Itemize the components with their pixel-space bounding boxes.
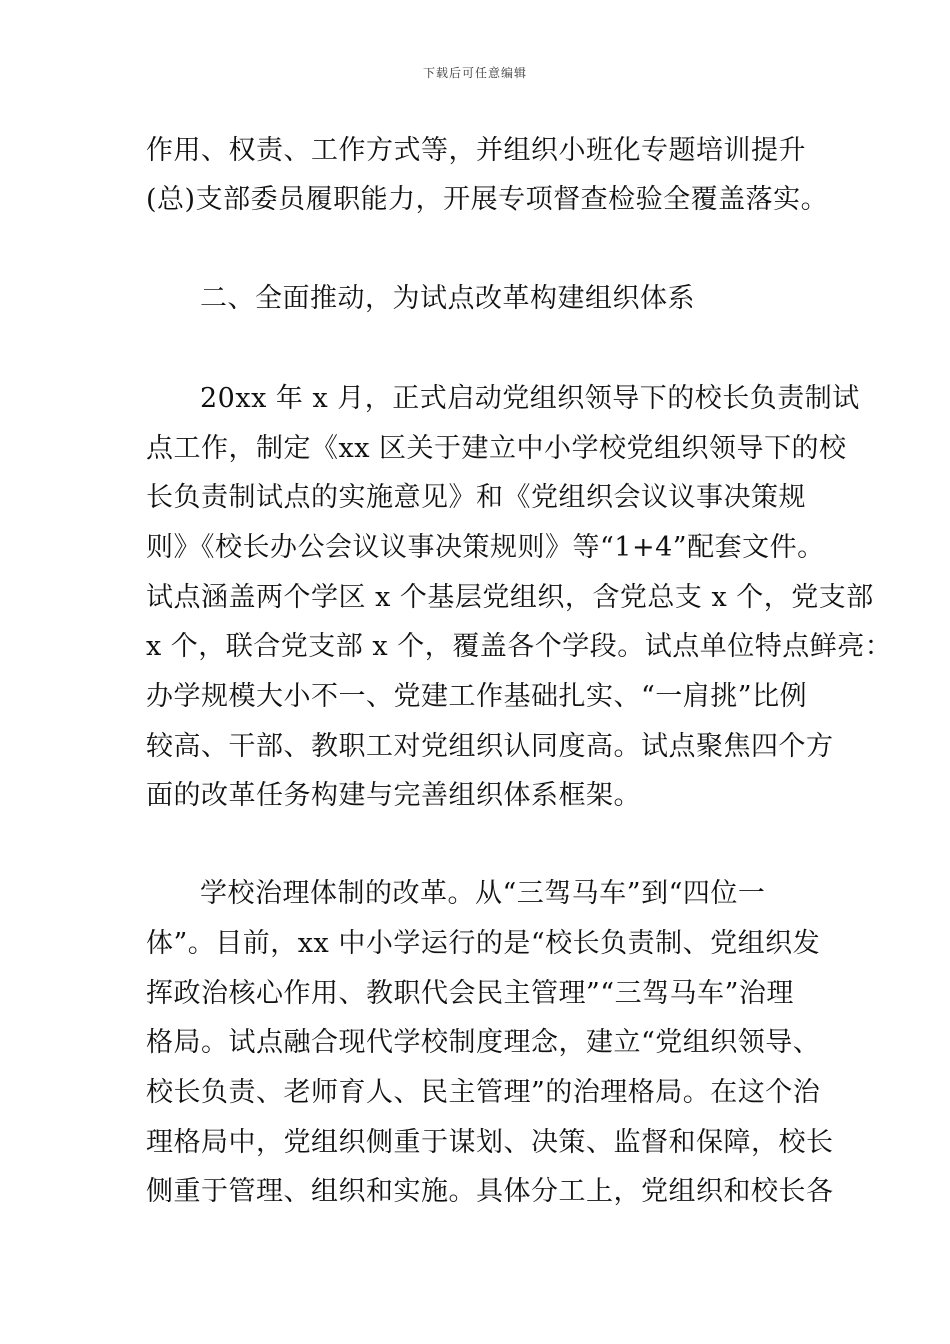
paragraph-3-line-6: x 个，联合党支部 x 个，覆盖各个学段。试点单位特点鲜亮： [146,631,893,662]
page-header-note: 下载后可任意编辑 [422,66,527,80]
section-heading: 二、全面推动，为试点改革构建组织体系 [200,283,695,314]
paragraph-4-line-2: 体”。目前，xx 中小学运行的是“校长负责制、党组织发 [146,928,821,959]
paragraph-3-line-2: 点工作，制定《xx 区关于建立中小学校党组织领导下的校 [146,433,847,464]
paragraph-3-line-7: 办学规模大小不一、党建工作基础扎实、“一肩挑”比例 [146,681,808,712]
paragraph-3-line-3: 长负责制试点的实施意见》和《党组织会议议事决策规 [146,482,806,513]
paragraph-4-line-1: 学校治理体制的改革。从“三驾马车”到“四位一 [200,878,766,909]
paragraph-4-line-4: 格局。试点融合现代学校制度理念，建立“党组织领导、 [146,1027,821,1058]
paragraph-1-line-2: (总)支部委员履职能力，开展专项督查检验全覆盖落实。 [146,184,829,215]
paragraph-4-line-7: 侧重于管理、组织和实施。具体分工上，党组织和校长各 [146,1176,834,1207]
paragraph-4-line-6: 理格局中，党组织侧重于谋划、决策、监督和保障，校长 [146,1127,834,1158]
paragraph-3-line-8: 较高、干部、教职工对党组织认同度高。试点聚焦四个方 [146,731,834,762]
paragraph-4-line-3: 挥政治核心作用、教职代会民主管理”“三驾马车”治理 [146,978,794,1009]
paragraph-3-line-9: 面的改革任务构建与完善组织体系框架。 [146,780,641,811]
paragraph-3-line-5: 试点涵盖两个学区 x 个基层党组织，含党总支 x 个，党支部 [146,582,874,613]
paragraph-3-line-1: 20xx 年 x 月，正式启动党组织领导下的校长负责制试 [200,383,860,414]
paragraph-3-line-4: 则》《校长办公会议议事决策规则》等“1+4”配套文件。 [146,532,825,563]
paragraph-1-line-1: 作用、权责、工作方式等，并组织小班化专题培训提升 [146,135,806,166]
paragraph-4-line-5: 校长负责、老师育人、民主管理”的治理格局。在这个治 [146,1077,821,1108]
